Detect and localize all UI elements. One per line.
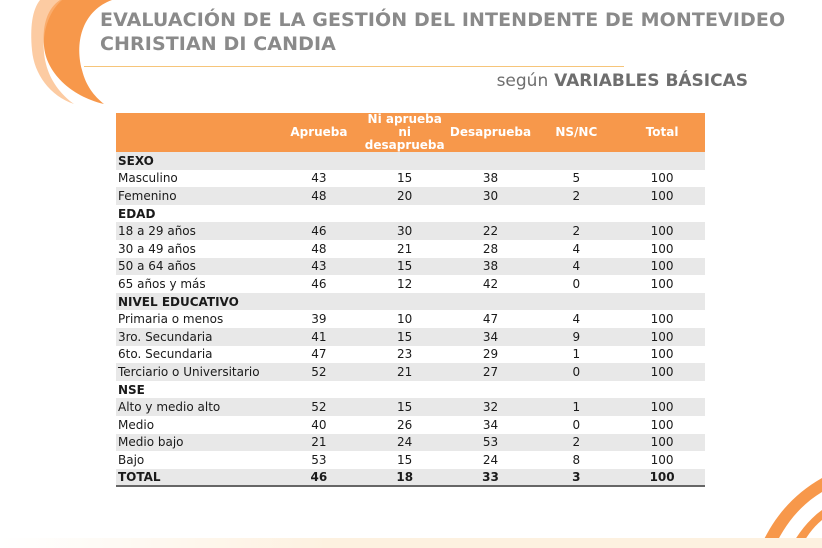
cell-aprueba: 21 <box>311 435 327 450</box>
cell-total: 100 <box>650 452 674 467</box>
cell-desaprueba: 34 <box>482 417 499 432</box>
cell-total: 100 <box>650 241 674 256</box>
cell-ns-nc: 9 <box>572 329 581 344</box>
column-header-total: Total <box>645 125 679 139</box>
cell-desaprueba: 27 <box>482 364 499 379</box>
section-label: SEXO <box>118 153 154 168</box>
cell-desaprueba: 28 <box>482 241 499 256</box>
section-label: NIVEL EDUCATIVO <box>118 294 239 309</box>
cell-desaprueba: 42 <box>482 276 499 291</box>
cell-total: 100 <box>650 417 674 432</box>
row-label: Medio <box>118 417 155 432</box>
cell-ns-nc: 0 <box>572 364 581 379</box>
subtitle-lead: según <box>496 71 549 91</box>
cell-ni-aprueba: 15 <box>397 259 413 274</box>
cell-aprueba: 47 <box>311 347 327 362</box>
cell-total: 100 <box>650 312 674 327</box>
cell-aprueba: 46 <box>311 276 327 291</box>
cell-desaprueba: 22 <box>482 224 499 239</box>
table-row <box>116 240 705 258</box>
cell-desaprueba: 53 <box>482 435 499 450</box>
title-line-1: EVALUACIÓN DE LA GESTIÓN DEL INTENDENTE DE MONTEVIDEO <box>100 9 786 31</box>
title-divider <box>84 66 624 67</box>
table-row <box>116 258 705 276</box>
cell-aprueba: 52 <box>311 364 327 379</box>
cell-total: 100 <box>650 259 674 274</box>
cell-ni-aprueba: 15 <box>397 400 413 415</box>
row-label: 65 años y más <box>118 276 206 291</box>
table-row <box>116 416 705 434</box>
row-label: 6to. Secundaria <box>118 347 213 362</box>
cell-total: 100 <box>650 364 674 379</box>
row-label: Bajo <box>118 452 145 467</box>
column-header-ni-aprueba-ni-desaprueba: Ni aprueba ni desaprueba <box>364 112 445 152</box>
cell-total: 100 <box>650 435 674 450</box>
cell-aprueba: 53 <box>311 452 327 467</box>
row-label: 18 a 29 años <box>118 224 196 239</box>
table-header-row <box>116 113 705 152</box>
cell-aprueba: 40 <box>311 417 327 432</box>
cell-aprueba: 43 <box>311 259 327 274</box>
total-row <box>116 469 705 487</box>
cell-ns-nc: 1 <box>572 347 581 362</box>
section-row-edad <box>116 205 705 223</box>
orange-stripes-decoration <box>712 458 822 548</box>
row-label: Masculino <box>118 171 178 186</box>
cell-aprueba: 46 <box>311 224 327 239</box>
cell-desaprueba: 38 <box>482 171 499 186</box>
cell-ns-nc: 2 <box>572 435 581 450</box>
cell-total: 100 <box>650 188 674 203</box>
cell-total: 100 <box>650 276 674 291</box>
cell-ns-nc: 2 <box>572 224 581 239</box>
cell-ni-aprueba: 23 <box>397 347 413 362</box>
cell-ns-nc: 1 <box>572 400 581 415</box>
column-header-ns-nc: NS/NC <box>555 125 598 139</box>
subtitle-main: VARIABLES BÁSICAS <box>554 71 748 91</box>
cell-total: 100 <box>650 329 674 344</box>
cell-ni-aprueba: 21 <box>397 241 413 256</box>
column-header-category <box>116 113 276 152</box>
cell-ns-nc: 0 <box>572 276 581 291</box>
cell-ns-nc: 4 <box>572 241 581 256</box>
page-subtitle <box>497 71 748 91</box>
section-label: NSE <box>118 382 145 397</box>
cell-ni-aprueba: 30 <box>397 224 413 239</box>
cell-ns-nc: 4 <box>572 312 581 327</box>
cell-aprueba: 41 <box>311 329 327 344</box>
title-line-2: CHRISTIAN DI CANDIA <box>100 33 336 55</box>
cell-aprueba: 48 <box>311 241 327 256</box>
row-label: Medio bajo <box>118 435 184 450</box>
cell-ns-nc: 0 <box>572 417 581 432</box>
cell-aprueba: 46 <box>276 469 362 487</box>
cell-ni-aprueba: 15 <box>397 329 413 344</box>
row-label: 30 a 49 años <box>118 241 196 256</box>
cell-total: 100 <box>619 469 705 487</box>
cell-ni-aprueba: 15 <box>397 171 413 186</box>
table-row <box>116 328 705 346</box>
table-row <box>116 398 705 416</box>
cell-ni-aprueba: 18 <box>362 469 448 487</box>
section-row-sexo <box>116 152 705 170</box>
cell-total: 100 <box>650 347 674 362</box>
cell-ni-aprueba: 12 <box>397 276 413 291</box>
column-header-aprueba: Aprueba <box>290 125 348 139</box>
row-label: TOTAL <box>116 469 276 487</box>
table-row <box>116 187 705 205</box>
cell-aprueba: 52 <box>311 400 327 415</box>
cell-ni-aprueba: 26 <box>397 417 413 432</box>
row-label: Femenino <box>118 188 177 203</box>
row-label: 50 a 64 años <box>118 259 196 274</box>
cell-ni-aprueba: 24 <box>397 435 413 450</box>
cell-aprueba: 48 <box>311 188 327 203</box>
row-label: Terciario o Universitario <box>118 364 260 379</box>
table-row <box>116 451 705 469</box>
table-row <box>116 170 705 188</box>
row-label: 3ro. Secundaria <box>118 329 213 344</box>
cell-aprueba: 39 <box>311 312 327 327</box>
evaluation-table <box>116 113 705 487</box>
row-label: Alto y medio alto <box>118 400 221 415</box>
section-row-nse <box>116 381 705 399</box>
table-row <box>116 310 705 328</box>
cell-desaprueba: 47 <box>482 312 499 327</box>
page-title <box>100 8 785 56</box>
cell-ns-nc: 2 <box>572 188 581 203</box>
cell-desaprueba: 38 <box>482 259 499 274</box>
cell-ni-aprueba: 10 <box>397 312 413 327</box>
cell-ns-nc: 5 <box>572 171 581 186</box>
cell-desaprueba: 29 <box>482 347 499 362</box>
section-row-nivel-educativo <box>116 293 705 311</box>
table-row <box>116 346 705 364</box>
cell-aprueba: 43 <box>311 171 327 186</box>
cell-ni-aprueba: 20 <box>397 188 413 203</box>
cell-desaprueba: 32 <box>482 400 499 415</box>
row-label: Primaria o menos <box>118 312 224 327</box>
table-row <box>116 434 705 452</box>
cell-ns-nc: 8 <box>572 452 581 467</box>
table-row <box>116 275 705 293</box>
cell-desaprueba: 34 <box>482 329 499 344</box>
cell-ni-aprueba: 21 <box>397 364 413 379</box>
cell-total: 100 <box>650 171 674 186</box>
table-row <box>116 222 705 240</box>
section-label: EDAD <box>118 206 156 221</box>
cell-ni-aprueba: 15 <box>397 452 413 467</box>
cell-desaprueba: 30 <box>482 188 499 203</box>
table-row <box>116 363 705 381</box>
cell-total: 100 <box>650 400 674 415</box>
cell-total: 100 <box>650 224 674 239</box>
cell-desaprueba: 33 <box>448 469 534 487</box>
bottom-gradient-bar <box>0 538 822 548</box>
column-header-desaprueba: Desaprueba <box>449 125 532 139</box>
cell-ns-nc: 3 <box>533 469 619 487</box>
cell-desaprueba: 24 <box>482 452 499 467</box>
cell-ns-nc: 4 <box>572 259 581 274</box>
